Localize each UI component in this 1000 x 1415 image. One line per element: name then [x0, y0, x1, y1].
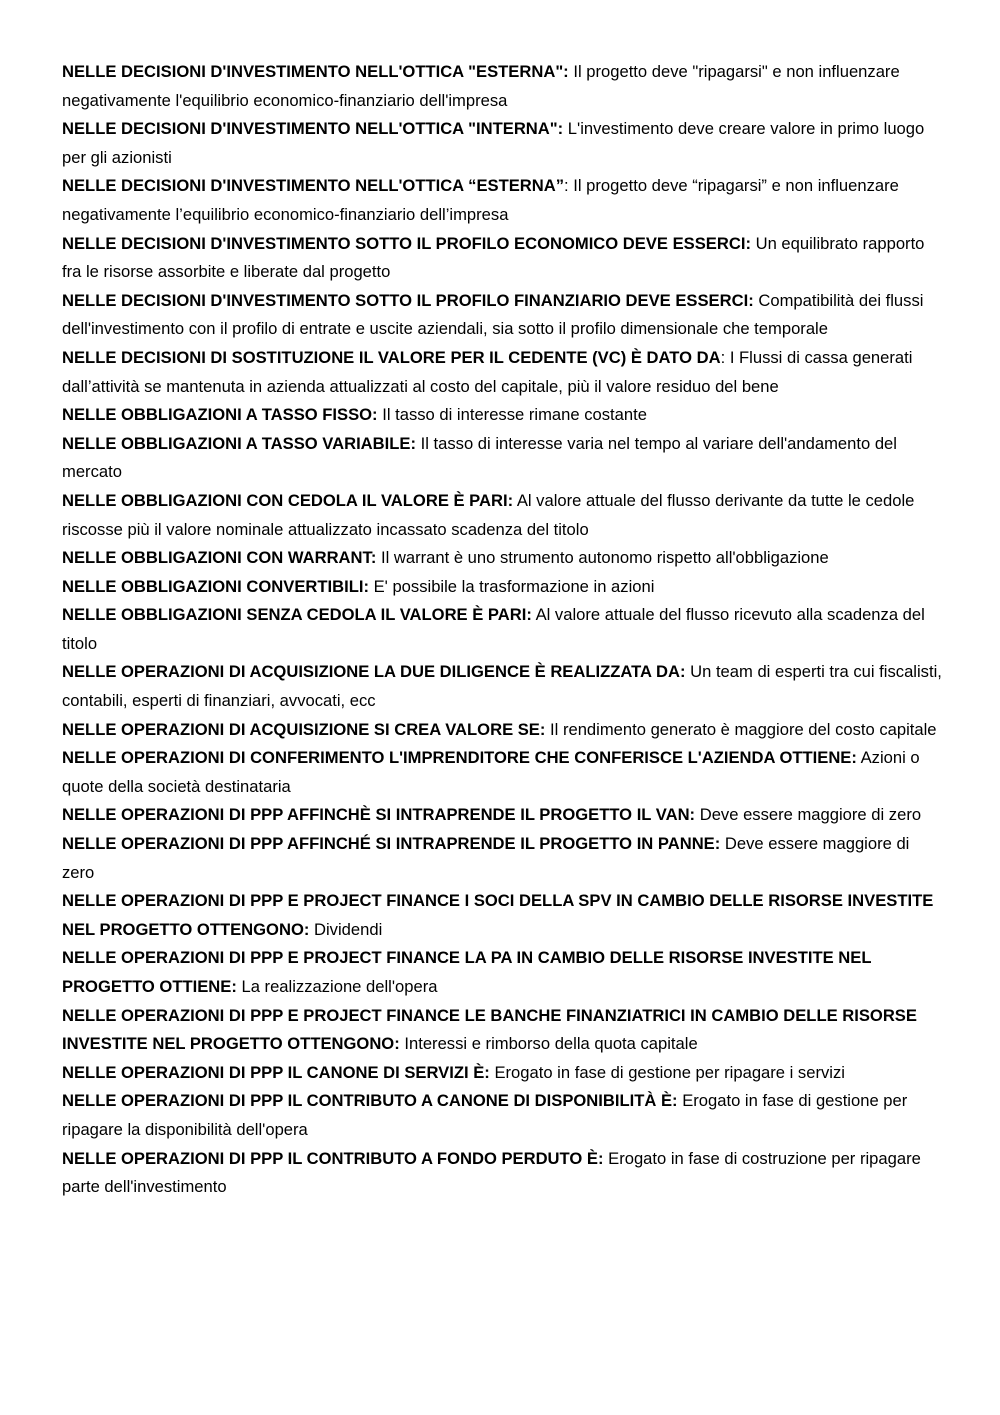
entry-question: NELLE OPERAZIONI DI ACQUISIZIONE SI CREA VALORE SE:	[62, 719, 546, 739]
entry-answer: E' possibile la trasformazione in azioni	[373, 576, 655, 596]
entry-answer: Il progetto deve "ripagarsi" e non influenzare negativamente l'equilibrio economico-finanziario dell'impresa	[62, 62, 900, 110]
glossary-entry	[62, 230, 942, 287]
glossary-entry	[62, 344, 942, 401]
entry-question: NELLE OPERAZIONI DI PPP AFFINCHÈ SI INTRAPRENDE IL PROGETTO IL VAN:	[62, 805, 696, 825]
glossary-entry	[62, 601, 942, 658]
glossary-entry	[62, 1059, 942, 1088]
entry-question: NELLE DECISIONI D'INVESTIMENTO SOTTO IL PROFILO FINANZIARIO DEVE ESSERCI:	[62, 290, 754, 310]
entry-question: NELLE OPERAZIONI DI PPP IL CONTRIBUTO A CANONE DI DISPONIBILITÀ È:	[62, 1091, 678, 1111]
entry-question: NELLE DECISIONI D'INVESTIMENTO NELL'OTTICA "INTERNA":	[62, 119, 564, 139]
entry-answer: Il tasso di interesse rimane costante	[382, 405, 647, 425]
entry-answer: Il tasso di interesse varia nel tempo al variare dell'andamento del mercato	[62, 433, 897, 482]
glossary-entry	[62, 1087, 942, 1144]
entry-answer: Il warrant è uno strumento autonomo rispetto all'obbligazione	[380, 548, 829, 568]
entry-question: NELLE OBBLIGAZIONI CON CEDOLA IL VALORE È PARI:	[62, 490, 514, 510]
entry-question: NELLE OPERAZIONI DI CONFERIMENTO L'IMPRENDITORE CHE CONFERISCE L'AZIENDA OTTIENE:	[62, 748, 857, 768]
glossary-entry	[62, 172, 942, 229]
entry-question: NELLE DECISIONI D'INVESTIMENTO NELL'OTTICA "ESTERNA":	[62, 62, 569, 81]
entry-answer: Il rendimento generato è maggiore del costo capitale	[550, 719, 937, 739]
glossary-entry	[62, 658, 942, 715]
entry-question: NELLE DECISIONI D'INVESTIMENTO NELL'OTTICA “ESTERNA”	[62, 176, 565, 196]
entry-answer: Dividendi	[314, 919, 383, 939]
glossary-entry	[62, 744, 942, 801]
entry-question: NELLE DECISIONI D'INVESTIMENTO SOTTO IL PROFILO ECONOMICO DEVE ESSERCI:	[62, 233, 751, 253]
entry-question: NELLE OPERAZIONI DI PPP IL CONTRIBUTO A FONDO PERDUTO È:	[62, 1148, 604, 1168]
entry-answer: : I Flussi di cassa generati dall’attività se mantenuta in azienda attualizzati al costo del capitale, più il valore residuo del bene	[62, 347, 913, 396]
glossary-entry	[62, 801, 942, 830]
entry-question: NELLE OBBLIGAZIONI SENZA CEDOLA IL VALORE È PARI:	[62, 605, 532, 625]
entry-answer: Erogato in fase di costruzione per ripagare parte dell'investimento	[62, 1148, 921, 1197]
entry-answer: Al valore attuale del flusso derivante da tutte le cedole riscosse più il valore nominale attualizzato incassato scadenza del titolo	[62, 490, 915, 539]
glossary-entry	[62, 1002, 942, 1059]
entry-question: NELLE OPERAZIONI DI PPP E PROJECT FINANCE LE BANCHE FINANZIATRICI IN CAMBIO DELLE RISORSE INVESTITE NEL PROGETTO OTTENGONO:	[62, 1005, 917, 1054]
glossary-list	[62, 58, 942, 1202]
entry-answer: Erogato in fase di gestione per ripagare la disponibilità dell'opera	[62, 1091, 908, 1139]
entry-answer: Un team di esperti tra cui fiscalisti, contabili, esperti di finanziari, avvocati, ecc	[62, 662, 942, 711]
glossary-entry	[62, 287, 942, 344]
glossary-entry	[62, 830, 942, 887]
glossary-entry	[62, 430, 942, 487]
entry-answer: Deve essere maggiore di zero	[699, 805, 922, 825]
entry-question: NELLE OBBLIGAZIONI CONVERTIBILI:	[62, 576, 369, 596]
entry-answer: La realizzazione dell'opera	[241, 977, 438, 996]
glossary-entry	[62, 944, 942, 1001]
entry-question: NELLE DECISIONI DI SOSTITUZIONE IL VALORE PER IL CEDENTE (VC) È DATO DA	[62, 347, 721, 367]
entry-question: NELLE OPERAZIONI DI PPP E PROJECT FINANCE LA PA IN CAMBIO DELLE RISORSE INVESTITE NEL PROGETTO OTTIENE:	[62, 948, 872, 996]
glossary-entry	[62, 1145, 942, 1202]
entry-question: NELLE OBBLIGAZIONI A TASSO VARIABILE:	[62, 433, 416, 453]
entry-question: NELLE OBBLIGAZIONI A TASSO FISSO:	[62, 405, 378, 425]
glossary-entry	[62, 487, 942, 544]
entry-answer: Un equilibrato rapporto fra le risorse assorbite e liberate dal progetto	[62, 233, 925, 282]
entry-question: NELLE OPERAZIONI DI PPP AFFINCHÉ SI INTRAPRENDE IL PROGETTO IN PANNE:	[62, 834, 721, 854]
entry-answer: Interessi e rimborso della quota capitale	[404, 1034, 698, 1054]
entry-answer: Azioni o quote della società destinataria	[62, 748, 920, 796]
entry-answer: Deve essere maggiore di zero	[62, 834, 910, 882]
entry-question: NELLE OPERAZIONI DI PPP E PROJECT FINANCE I SOCI DELLA SPV IN CAMBIO DELLE RISORSE INVESTITE NEL PROGETTO OTTENGONO:	[62, 891, 934, 939]
glossary-entry	[62, 115, 942, 172]
entry-answer: L'investimento deve creare valore in primo luogo per gli azionisti	[62, 119, 925, 167]
glossary-entry	[62, 887, 942, 944]
entry-answer: Erogato in fase di gestione per ripagare i servizi	[494, 1062, 845, 1082]
entry-question: NELLE OPERAZIONI DI ACQUISIZIONE LA DUE DILIGENCE È REALIZZATA DA:	[62, 662, 686, 682]
entry-answer: Al valore attuale del flusso ricevuto alla scadenza del titolo	[62, 605, 925, 653]
entry-answer: Compatibilità dei flussi dell'investimento con il profilo di entrate e uscite aziendali, sia sotto il profilo dimensionale che temporale	[62, 290, 924, 339]
entry-question: NELLE OPERAZIONI DI PPP IL CANONE DI SERVIZI È:	[62, 1062, 490, 1082]
glossary-entry	[62, 544, 942, 573]
glossary-entry	[62, 401, 942, 430]
glossary-entry	[62, 58, 942, 115]
glossary-entry	[62, 573, 942, 602]
glossary-entry	[62, 716, 942, 745]
entry-question: NELLE OBBLIGAZIONI CON WARRANT:	[62, 548, 377, 568]
entry-answer: : Il progetto deve “ripagarsi” e non influenzare negativamente l’equilibrio economico-finanziario dell’impresa	[62, 176, 899, 224]
